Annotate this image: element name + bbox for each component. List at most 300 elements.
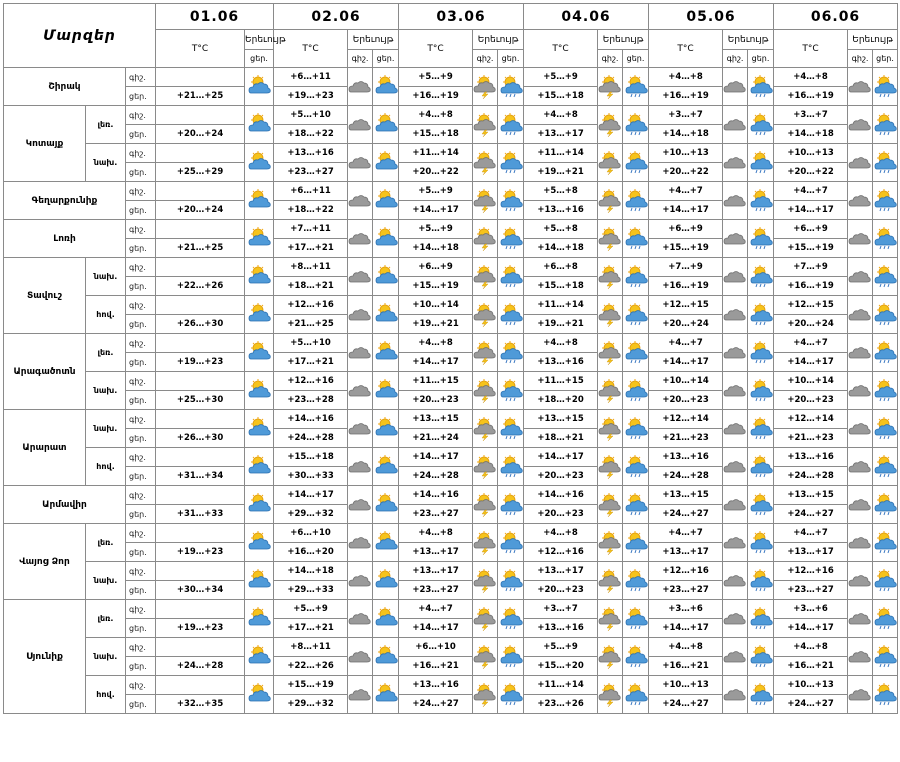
- cloud-icon: [723, 455, 747, 479]
- sun-cloud-icon: [245, 645, 273, 669]
- night-icon-cell: [598, 220, 623, 258]
- cloud-icon: [848, 455, 872, 479]
- sun-cloud-icon: [373, 151, 398, 175]
- date-header: 04.06: [524, 4, 649, 30]
- night-icon-cell: [598, 676, 623, 714]
- night-icon-cell: [348, 296, 373, 334]
- time-of-day-label: ցեր.: [126, 277, 156, 296]
- sun-cloud-icon: [373, 493, 398, 517]
- table-row: [4, 144, 898, 163]
- temperature-cell: +14…+16: [274, 410, 348, 429]
- sun-rain-icon: [873, 531, 897, 555]
- sun-rain-icon: [748, 569, 773, 593]
- temperature-cell: +20…+23: [774, 391, 848, 410]
- day-icon-cell: [748, 220, 774, 258]
- sun-rain-icon: [623, 607, 648, 631]
- day-icon-cell: [373, 334, 399, 372]
- sun-cloud-icon: [245, 417, 273, 441]
- sun-storm-icon: [598, 455, 622, 479]
- temperature-cell: +4…+7: [774, 334, 848, 353]
- temperature-cell: [156, 676, 245, 695]
- weather-icon-cell: [245, 676, 274, 714]
- temperature-cell: +4…+8: [399, 106, 473, 125]
- temperature-cell: +15…+18: [524, 277, 598, 296]
- time-of-day-label: գիշ.: [126, 106, 156, 125]
- temperature-cell: +6…+9: [774, 220, 848, 239]
- sun-rain-icon: [748, 493, 773, 517]
- day-icon-cell: [498, 676, 524, 714]
- time-of-day-label: գիշ.: [126, 676, 156, 695]
- temperature-cell: +10…+13: [774, 676, 848, 695]
- temperature-cell: +10…+13: [649, 144, 723, 163]
- time-of-day-label: ցեր.: [126, 467, 156, 486]
- temperature-cell: +20…+24: [156, 201, 245, 220]
- day-col-header: ցեր.: [748, 50, 774, 68]
- night-icon-cell: [348, 448, 373, 486]
- sun-rain-icon: [873, 493, 897, 517]
- sun-rain-icon: [498, 455, 523, 479]
- day-icon-cell: [498, 486, 524, 524]
- temperature-cell: +20…+23: [524, 467, 598, 486]
- temperature-cell: +13…+17: [774, 543, 848, 562]
- time-of-day-label: ցեր.: [126, 201, 156, 220]
- night-icon-cell: [598, 334, 623, 372]
- cloud-icon: [723, 683, 747, 707]
- temperature-cell: +14…+18: [774, 125, 848, 144]
- day-icon-cell: [373, 638, 399, 676]
- temperature-cell: +18…+22: [274, 125, 348, 144]
- sun-storm-icon: [598, 113, 622, 137]
- temperature-cell: +7…+11: [274, 220, 348, 239]
- sun-storm-icon: [598, 151, 622, 175]
- temperature-cell: +19…+23: [156, 619, 245, 638]
- sun-rain-icon: [623, 645, 648, 669]
- temperature-cell: +30…+33: [274, 467, 348, 486]
- temperature-cell: +25…+30: [156, 391, 245, 410]
- weather-icon-cell: [245, 638, 274, 676]
- temperature-cell: +10…+14: [649, 372, 723, 391]
- temperature-cell: +22…+26: [156, 277, 245, 296]
- day-icon-cell: [373, 106, 399, 144]
- night-icon-cell: [723, 486, 748, 524]
- night-icon-cell: [348, 638, 373, 676]
- day-icon-cell: [373, 448, 399, 486]
- temperature-cell: +8…+11: [274, 258, 348, 277]
- temperature-cell: +6…+8: [524, 258, 598, 277]
- sun-rain-icon: [873, 227, 897, 251]
- sun-storm-icon: [473, 379, 497, 403]
- time-of-day-label: ցեր.: [126, 163, 156, 182]
- temperature-cell: +14…+17: [399, 201, 473, 220]
- day-icon-cell: [498, 296, 524, 334]
- day-icon-cell: [623, 258, 649, 296]
- day-icon-cell: [873, 600, 898, 638]
- temperature-cell: +4…+8: [524, 524, 598, 543]
- night-icon-cell: [723, 448, 748, 486]
- night-icon-cell: [473, 524, 498, 562]
- temperature-cell: [156, 448, 245, 467]
- sun-storm-icon: [598, 607, 622, 631]
- temperature-cell: +4…+8: [399, 334, 473, 353]
- night-icon-cell: [598, 524, 623, 562]
- phenomenon-col-header: Երեւույթ: [848, 30, 898, 50]
- cloud-icon: [723, 75, 747, 99]
- day-icon-cell: [373, 372, 399, 410]
- sub-zone-label: լեռ.: [86, 600, 126, 638]
- time-of-day-label: ցեր.: [126, 543, 156, 562]
- sun-rain-icon: [623, 75, 648, 99]
- sun-rain-icon: [748, 75, 773, 99]
- marz-header: Մարզեր: [4, 4, 156, 68]
- night-icon-cell: [848, 372, 873, 410]
- temperature-cell: +21…+23: [649, 429, 723, 448]
- day-icon-cell: [623, 182, 649, 220]
- temperature-cell: +6…+10: [274, 524, 348, 543]
- day-col-header: ցեր.: [873, 50, 898, 68]
- temperature-cell: +5…+9: [274, 600, 348, 619]
- day-col-header: ցեր.: [623, 50, 649, 68]
- day-icon-cell: [748, 68, 774, 106]
- sun-storm-icon: [598, 645, 622, 669]
- sun-rain-icon: [498, 531, 523, 555]
- temp-col-header: T°C: [156, 30, 245, 68]
- temperature-cell: +13…+16: [524, 619, 598, 638]
- temperature-cell: +13…+16: [524, 353, 598, 372]
- night-icon-cell: [723, 334, 748, 372]
- weather-icon-cell: [245, 448, 274, 486]
- day-icon-cell: [373, 562, 399, 600]
- cloud-icon: [723, 379, 747, 403]
- day-icon-cell: [498, 144, 524, 182]
- night-icon-cell: [598, 106, 623, 144]
- cloud-icon: [723, 227, 747, 251]
- sun-rain-icon: [623, 341, 648, 365]
- sun-cloud-icon: [245, 151, 273, 175]
- date-header: 03.06: [399, 4, 524, 30]
- sun-rain-icon: [498, 569, 523, 593]
- temperature-cell: +6…+11: [274, 68, 348, 87]
- forecast-table: [3, 3, 898, 714]
- weather-icon-cell: [245, 334, 274, 372]
- temperature-cell: +15…+18: [524, 87, 598, 106]
- temp-col-header: T°C: [774, 30, 848, 68]
- night-icon-cell: [848, 638, 873, 676]
- temperature-cell: +18…+21: [274, 277, 348, 296]
- sun-rain-icon: [748, 151, 773, 175]
- temperature-cell: +5…+8: [524, 220, 598, 239]
- sun-rain-icon: [873, 265, 897, 289]
- temperature-cell: +17…+21: [274, 619, 348, 638]
- temperature-cell: +15…+19: [774, 239, 848, 258]
- temperature-cell: [156, 144, 245, 163]
- day-icon-cell: [623, 334, 649, 372]
- day-icon-cell: [373, 144, 399, 182]
- sun-rain-icon: [873, 75, 897, 99]
- sun-rain-icon: [623, 189, 648, 213]
- temperature-cell: +20…+24: [774, 315, 848, 334]
- cloud-icon: [723, 189, 747, 213]
- temperature-cell: +15…+19: [399, 277, 473, 296]
- day-icon-cell: [623, 106, 649, 144]
- day-col-header: ցեր.: [498, 50, 524, 68]
- day-icon-cell: [748, 486, 774, 524]
- temperature-cell: [156, 220, 245, 239]
- date-header: 01.06: [156, 4, 274, 30]
- cloud-icon: [723, 341, 747, 365]
- night-icon-cell: [598, 410, 623, 448]
- night-icon-cell: [598, 182, 623, 220]
- cloud-icon: [348, 569, 372, 593]
- temperature-cell: +23…+27: [399, 505, 473, 524]
- temperature-cell: +8…+11: [274, 638, 348, 657]
- date-header: 05.06: [649, 4, 774, 30]
- temperature-cell: +13…+15: [774, 486, 848, 505]
- day-icon-cell: [373, 676, 399, 714]
- temperature-cell: +4…+8: [524, 106, 598, 125]
- day-icon-cell: [748, 600, 774, 638]
- temperature-cell: [156, 68, 245, 87]
- sun-storm-icon: [598, 189, 622, 213]
- night-icon-cell: [348, 220, 373, 258]
- temperature-cell: +10…+14: [774, 372, 848, 391]
- weather-icon-cell: [245, 220, 274, 258]
- cloud-icon: [348, 645, 372, 669]
- temperature-cell: [156, 600, 245, 619]
- sun-rain-icon: [873, 455, 897, 479]
- night-icon-cell: [598, 486, 623, 524]
- temperature-cell: +14…+17: [399, 448, 473, 467]
- temperature-cell: +3…+7: [774, 106, 848, 125]
- temperature-cell: +6…+10: [399, 638, 473, 657]
- temperature-cell: +18…+21: [524, 429, 598, 448]
- day-icon-cell: [498, 410, 524, 448]
- cloud-icon: [348, 113, 372, 137]
- night-icon-cell: [723, 524, 748, 562]
- temp-col-header: T°C: [649, 30, 723, 68]
- sun-rain-icon: [873, 341, 897, 365]
- day-icon-cell: [748, 258, 774, 296]
- temperature-cell: +6…+9: [399, 258, 473, 277]
- temperature-cell: +13…+15: [524, 410, 598, 429]
- sun-storm-icon: [598, 493, 622, 517]
- temperature-cell: +5…+8: [524, 182, 598, 201]
- sun-storm-icon: [598, 379, 622, 403]
- temperature-cell: +14…+18: [274, 562, 348, 581]
- cloud-icon: [848, 645, 872, 669]
- sun-rain-icon: [623, 265, 648, 289]
- sun-rain-icon: [873, 607, 897, 631]
- time-of-day-label: ցեր.: [126, 619, 156, 638]
- temperature-cell: +20…+24: [156, 125, 245, 144]
- day-icon-cell: [748, 448, 774, 486]
- temperature-cell: +20…+23: [649, 391, 723, 410]
- sun-storm-icon: [598, 303, 622, 327]
- night-icon-cell: [348, 524, 373, 562]
- sun-storm-icon: [473, 455, 497, 479]
- forecast-table-container: [3, 3, 898, 714]
- sun-cloud-icon: [245, 455, 273, 479]
- night-icon-cell: [473, 334, 498, 372]
- sun-cloud-icon: [373, 531, 398, 555]
- temperature-cell: +20…+23: [524, 505, 598, 524]
- cloud-icon: [348, 189, 372, 213]
- night-icon-cell: [473, 600, 498, 638]
- day-col-header: ցեր.: [373, 50, 399, 68]
- cloud-icon: [848, 303, 872, 327]
- day-icon-cell: [373, 258, 399, 296]
- sun-cloud-icon: [373, 113, 398, 137]
- date-header: 06.06: [774, 4, 898, 30]
- temperature-cell: +19…+21: [399, 315, 473, 334]
- sun-cloud-icon: [245, 493, 273, 517]
- sun-cloud-icon: [245, 75, 273, 99]
- day-icon-cell: [873, 68, 898, 106]
- weather-icon-cell: [245, 296, 274, 334]
- sun-rain-icon: [623, 417, 648, 441]
- sun-storm-icon: [473, 683, 497, 707]
- sun-storm-icon: [473, 645, 497, 669]
- sun-cloud-icon: [245, 607, 273, 631]
- temperature-cell: [156, 524, 245, 543]
- day-icon-cell: [748, 524, 774, 562]
- day-icon-cell: [748, 562, 774, 600]
- temperature-cell: [156, 486, 245, 505]
- time-of-day-label: ցեր.: [126, 87, 156, 106]
- temperature-cell: [156, 638, 245, 657]
- sun-cloud-icon: [373, 645, 398, 669]
- sun-cloud-icon: [245, 683, 273, 707]
- table-row: [4, 448, 898, 467]
- night-icon-cell: [723, 410, 748, 448]
- temperature-cell: +24…+27: [774, 695, 848, 714]
- marz-name: Կոտայք: [4, 106, 86, 182]
- temperature-cell: +4…+7: [649, 524, 723, 543]
- temperature-cell: +23…+28: [274, 391, 348, 410]
- night-icon-cell: [473, 144, 498, 182]
- cloud-icon: [348, 303, 372, 327]
- day-icon-cell: [873, 524, 898, 562]
- table-row: [4, 296, 898, 315]
- cloud-icon: [723, 417, 747, 441]
- sun-rain-icon: [498, 607, 523, 631]
- sub-zone-label: նախ.: [86, 144, 126, 182]
- temperature-cell: +24…+28: [274, 429, 348, 448]
- temperature-cell: +5…+9: [399, 220, 473, 239]
- night-icon-cell: [848, 106, 873, 144]
- night-icon-cell: [473, 182, 498, 220]
- night-icon-cell: [848, 410, 873, 448]
- temperature-cell: +21…+24: [399, 429, 473, 448]
- temperature-cell: +14…+17: [649, 619, 723, 638]
- day-icon-cell: [748, 638, 774, 676]
- time-of-day-label: ցեր.: [126, 505, 156, 524]
- cloud-icon: [848, 417, 872, 441]
- temperature-cell: +5…+9: [399, 182, 473, 201]
- cloud-icon: [848, 227, 872, 251]
- marz-name: Լոռի: [4, 220, 126, 258]
- temperature-cell: +3…+6: [774, 600, 848, 619]
- night-icon-cell: [473, 106, 498, 144]
- sun-rain-icon: [498, 265, 523, 289]
- sun-rain-icon: [748, 227, 773, 251]
- day-icon-cell: [373, 486, 399, 524]
- night-icon-cell: [848, 182, 873, 220]
- cloud-icon: [723, 531, 747, 555]
- day-icon-cell: [498, 562, 524, 600]
- sun-rain-icon: [873, 303, 897, 327]
- marz-name: Սյունիք: [4, 600, 86, 714]
- day-icon-cell: [623, 486, 649, 524]
- sub-zone-label: նախ.: [86, 258, 126, 296]
- temperature-cell: +13…+16: [399, 676, 473, 695]
- cloud-icon: [723, 607, 747, 631]
- temperature-cell: +12…+16: [274, 372, 348, 391]
- temperature-cell: [156, 372, 245, 391]
- cloud-icon: [848, 151, 872, 175]
- temperature-cell: +16…+19: [649, 87, 723, 106]
- weather-icon-cell: [245, 600, 274, 638]
- sun-storm-icon: [473, 417, 497, 441]
- cloud-icon: [848, 607, 872, 631]
- sun-storm-icon: [598, 227, 622, 251]
- temperature-cell: +19…+23: [274, 87, 348, 106]
- time-of-day-label: ցեր.: [126, 581, 156, 600]
- temperature-cell: +4…+7: [649, 334, 723, 353]
- sun-cloud-icon: [373, 569, 398, 593]
- night-icon-cell: [723, 220, 748, 258]
- sun-storm-icon: [473, 607, 497, 631]
- day-icon-cell: [873, 448, 898, 486]
- night-icon-cell: [473, 486, 498, 524]
- night-icon-cell: [848, 676, 873, 714]
- temperature-cell: +13…+17: [649, 543, 723, 562]
- night-icon-cell: [348, 372, 373, 410]
- day-icon-cell: [373, 182, 399, 220]
- temperature-cell: +4…+8: [774, 68, 848, 87]
- temperature-cell: +30…+34: [156, 581, 245, 600]
- night-icon-cell: [348, 486, 373, 524]
- temperature-cell: +11…+14: [524, 144, 598, 163]
- night-icon-cell: [848, 486, 873, 524]
- night-icon-cell: [598, 638, 623, 676]
- temperature-cell: +20…+22: [399, 163, 473, 182]
- sub-zone-label: հով.: [86, 676, 126, 714]
- temperature-cell: +31…+34: [156, 467, 245, 486]
- table-row: [4, 486, 898, 505]
- sun-rain-icon: [748, 113, 773, 137]
- night-icon-cell: [348, 106, 373, 144]
- weather-icon-cell: [245, 182, 274, 220]
- temp-col-header: T°C: [524, 30, 598, 68]
- sun-storm-icon: [598, 569, 622, 593]
- sun-storm-icon: [598, 417, 622, 441]
- day-icon-cell: [873, 258, 898, 296]
- temperature-cell: +3…+6: [649, 600, 723, 619]
- table-row: [4, 258, 898, 277]
- sun-storm-icon: [473, 75, 497, 99]
- temperature-cell: +12…+15: [774, 296, 848, 315]
- temperature-cell: +16…+21: [649, 657, 723, 676]
- temperature-cell: +21…+23: [774, 429, 848, 448]
- time-of-day-label: ցեր.: [126, 391, 156, 410]
- sun-rain-icon: [498, 189, 523, 213]
- sun-rain-icon: [623, 455, 648, 479]
- sun-cloud-icon: [373, 303, 398, 327]
- cloud-icon: [348, 227, 372, 251]
- temperature-cell: +14…+17: [774, 619, 848, 638]
- night-icon-cell: [848, 524, 873, 562]
- night-icon-cell: [473, 448, 498, 486]
